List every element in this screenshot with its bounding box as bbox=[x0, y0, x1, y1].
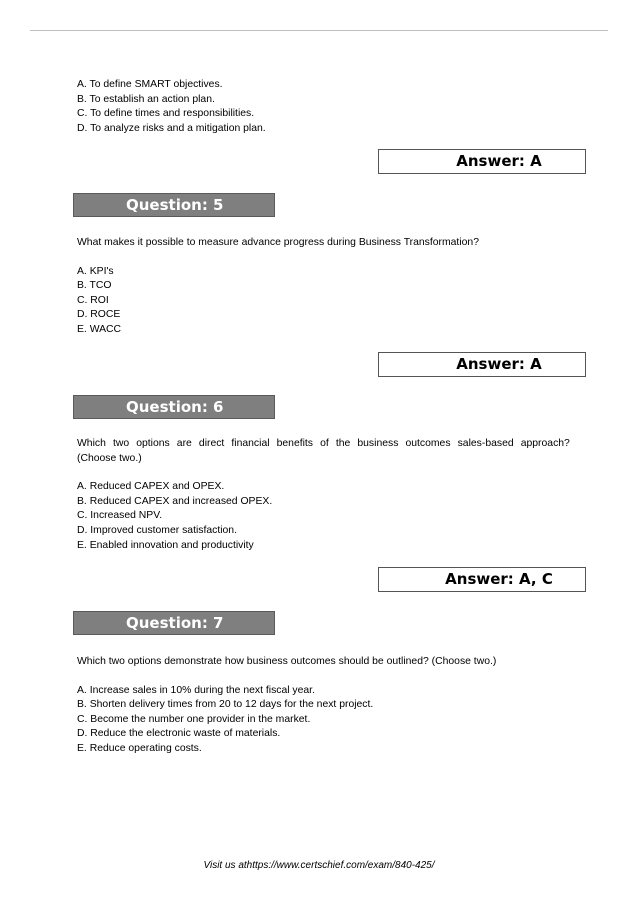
q6-body bbox=[77, 437, 585, 553]
q6-banner bbox=[73, 395, 275, 419]
q7-option-d: D. Reduce the electronic waste of materials. bbox=[77, 728, 281, 740]
q7-option-e: E. Reduce operating costs. bbox=[77, 742, 202, 754]
q6-option-e: E. Enabled innovation and productivity bbox=[77, 539, 254, 551]
q5-banner bbox=[73, 193, 275, 217]
q4-answer-box bbox=[378, 149, 586, 174]
q6-question-text-line1: Which two options are direct financial benefits of the business outcomes sales-based approach? bbox=[77, 438, 570, 449]
q4-options bbox=[77, 78, 585, 136]
q5-option-d: D. ROCE bbox=[77, 309, 121, 321]
q6-option-a: A. Reduced CAPEX and OPEX. bbox=[77, 481, 225, 493]
q5-answer-box bbox=[378, 352, 586, 377]
q4-answer: Answer: A bbox=[456, 152, 542, 170]
q4-option-a: A. To define SMART objectives. bbox=[77, 79, 223, 90]
q6-option-b: B. Reduced CAPEX and increased OPEX. bbox=[77, 495, 273, 507]
q6-title: Question: 6 bbox=[126, 398, 224, 416]
q7-title: Question: 7 bbox=[126, 614, 224, 632]
q7-question-text: Which two options demonstrate how business outcomes should be outlined? (Choose two.) bbox=[77, 656, 497, 667]
q5-body bbox=[77, 236, 585, 338]
q6-option-d: D. Improved customer satisfaction. bbox=[77, 524, 237, 536]
q5-title: Question: 5 bbox=[126, 196, 224, 214]
q4-option-c: C. To define times and responsibilities. bbox=[77, 108, 255, 120]
q5-question-text: What makes it possible to measure advance progress during Business Transformation? bbox=[77, 237, 479, 248]
q5-option-e: E. WACC bbox=[77, 323, 122, 335]
q7-banner bbox=[73, 611, 275, 635]
q7-option-b: B. Shorten delivery times from 20 to 12 days for the next project. bbox=[77, 699, 374, 711]
q7-body bbox=[77, 655, 585, 757]
q5-option-a: A. KPI's bbox=[77, 265, 114, 277]
footer-link[interactable]: Visit us athttps://www.certschief.com/exam/840-425/ bbox=[203, 860, 435, 871]
q4-option-b: B. To establish an action plan. bbox=[77, 93, 215, 105]
q5-answer: Answer: A bbox=[456, 355, 542, 373]
q4-option-d: D. To analyze risks and a mitigation plan. bbox=[77, 122, 266, 134]
q6-answer-box bbox=[378, 567, 586, 592]
q6-answer: Answer: A, C bbox=[445, 570, 553, 588]
q6-option-c: C. Increased NPV. bbox=[77, 510, 163, 522]
q6-question-text-line2: (Choose two.) bbox=[77, 452, 142, 464]
q7-option-a: A. Increase sales in 10% during the next fiscal year. bbox=[77, 684, 315, 696]
q7-option-c: C. Become the number one provider in the market. bbox=[77, 713, 311, 725]
top-divider bbox=[30, 30, 608, 31]
q5-option-b: B. TCO bbox=[77, 280, 112, 292]
q5-option-c: C. ROI bbox=[77, 294, 109, 306]
